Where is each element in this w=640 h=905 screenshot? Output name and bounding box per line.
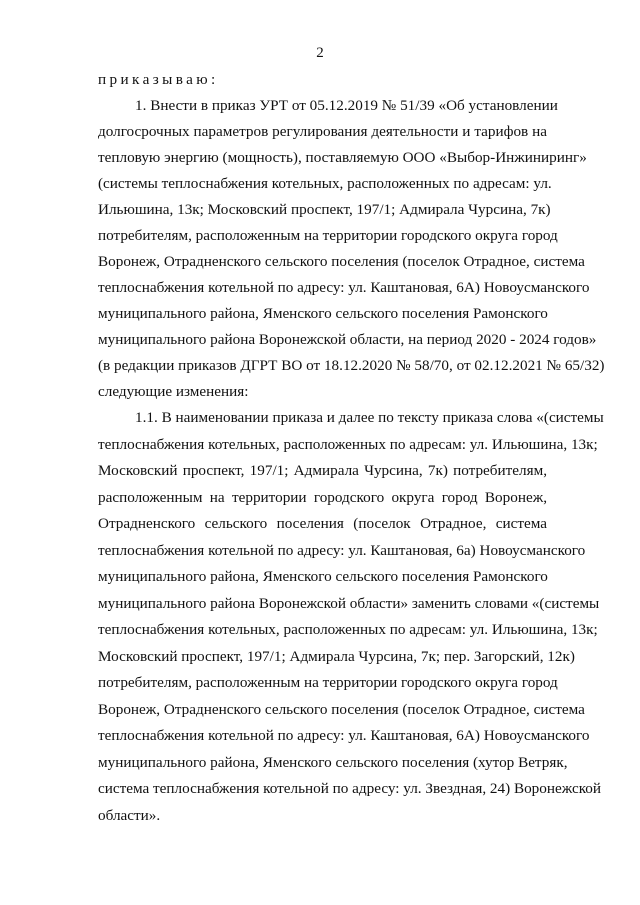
item11-line-2: теплоснабжения котельных, расположенных по адресам: ул. Ильюшина, 13к;	[98, 436, 598, 453]
item11-line-5: Отрадненского сельского поселения (поселок Отрадное, система	[98, 515, 547, 532]
item1-line-5: Ильюшина, 13к; Московский проспект, 197/1; Адмирала Чурсина, 7к)	[98, 201, 551, 218]
item11-line-3: Московский проспект, 197/1; Адмирала Чурсина, 7к) потребителям,	[98, 462, 547, 479]
item11-line-13: теплоснабжения котельной по адресу: ул. Каштановая, 6А) Новоусманского	[98, 727, 590, 744]
item1-line-7: Воронеж, Отрадненского сельского поселения (поселок Отрадное, система	[98, 253, 585, 270]
item11-line-10: Московский проспект, 197/1; Адмирала Чурсина, 7к; пер. Загорский, 12к)	[98, 648, 575, 665]
item11-line-1: 1.1. В наименовании приказа и далее по тексту приказа слова «(системы	[135, 409, 604, 426]
item1-line-10: муниципального района Воронежской области, на период 2020 - 2024 годов»	[98, 331, 597, 348]
item11-line-14: муниципального района, Яменского сельского поселения (хутор Ветряк,	[98, 754, 568, 771]
item11-line-8: муниципального района Воронежской области» заменить словами «(системы	[98, 595, 600, 612]
item11-line-11: потребителям, расположенным на территории городского округа город	[98, 674, 558, 691]
item1-line-4: (системы теплоснабжения котельных, расположенных по адресам: ул.	[98, 175, 552, 192]
item1-line-8: теплоснабжения котельной по адресу: ул. Каштановая, 6А) Новоусманского	[98, 279, 590, 296]
item11-line-4: расположенным на территории городского округа город Воронеж,	[98, 489, 547, 506]
item1-line-11: (в редакции приказов ДГРТ ВО от 18.12.2020 № 58/70, от 02.12.2021 № 65/32)	[98, 357, 605, 374]
item1-line-3: тепловую энергию (мощность), поставляемую ООО «Выбор-Инжиниринг»	[98, 149, 587, 166]
item11-line-15: система теплоснабжения котельной по адресу: ул. Звездная, 24) Воронежской	[98, 780, 602, 797]
page-number: 2	[316, 45, 324, 61]
item1-line-6: потребителям, расположенным на территории городского округа город	[98, 227, 558, 244]
item11-line-7: муниципального района, Яменского сельского поселения Рамонского	[98, 568, 548, 585]
item11-line-12: Воронеж, Отрадненского сельского поселения (поселок Отрадное, система	[98, 701, 585, 718]
item1-line-2: долгосрочных параметров регулирования деятельности и тарифов на	[98, 123, 547, 140]
item11-line-9: теплоснабжения котельных, расположенных по адресам: ул. Ильюшина, 13к;	[98, 621, 598, 638]
item1-line-1: 1. Внести в приказ УРТ от 05.12.2019 № 51/39 «Об установлении	[135, 97, 558, 114]
item11-line-6: теплоснабжения котельной по адресу: ул. Каштановая, 6а) Новоусманского	[98, 542, 586, 559]
item1-line-9: муниципального района, Яменского сельского поселения Рамонского	[98, 305, 548, 322]
order-heading: приказываю:	[98, 71, 219, 88]
item11-line-16: области».	[98, 807, 161, 824]
item1-line-12: следующие изменения:	[98, 383, 249, 400]
